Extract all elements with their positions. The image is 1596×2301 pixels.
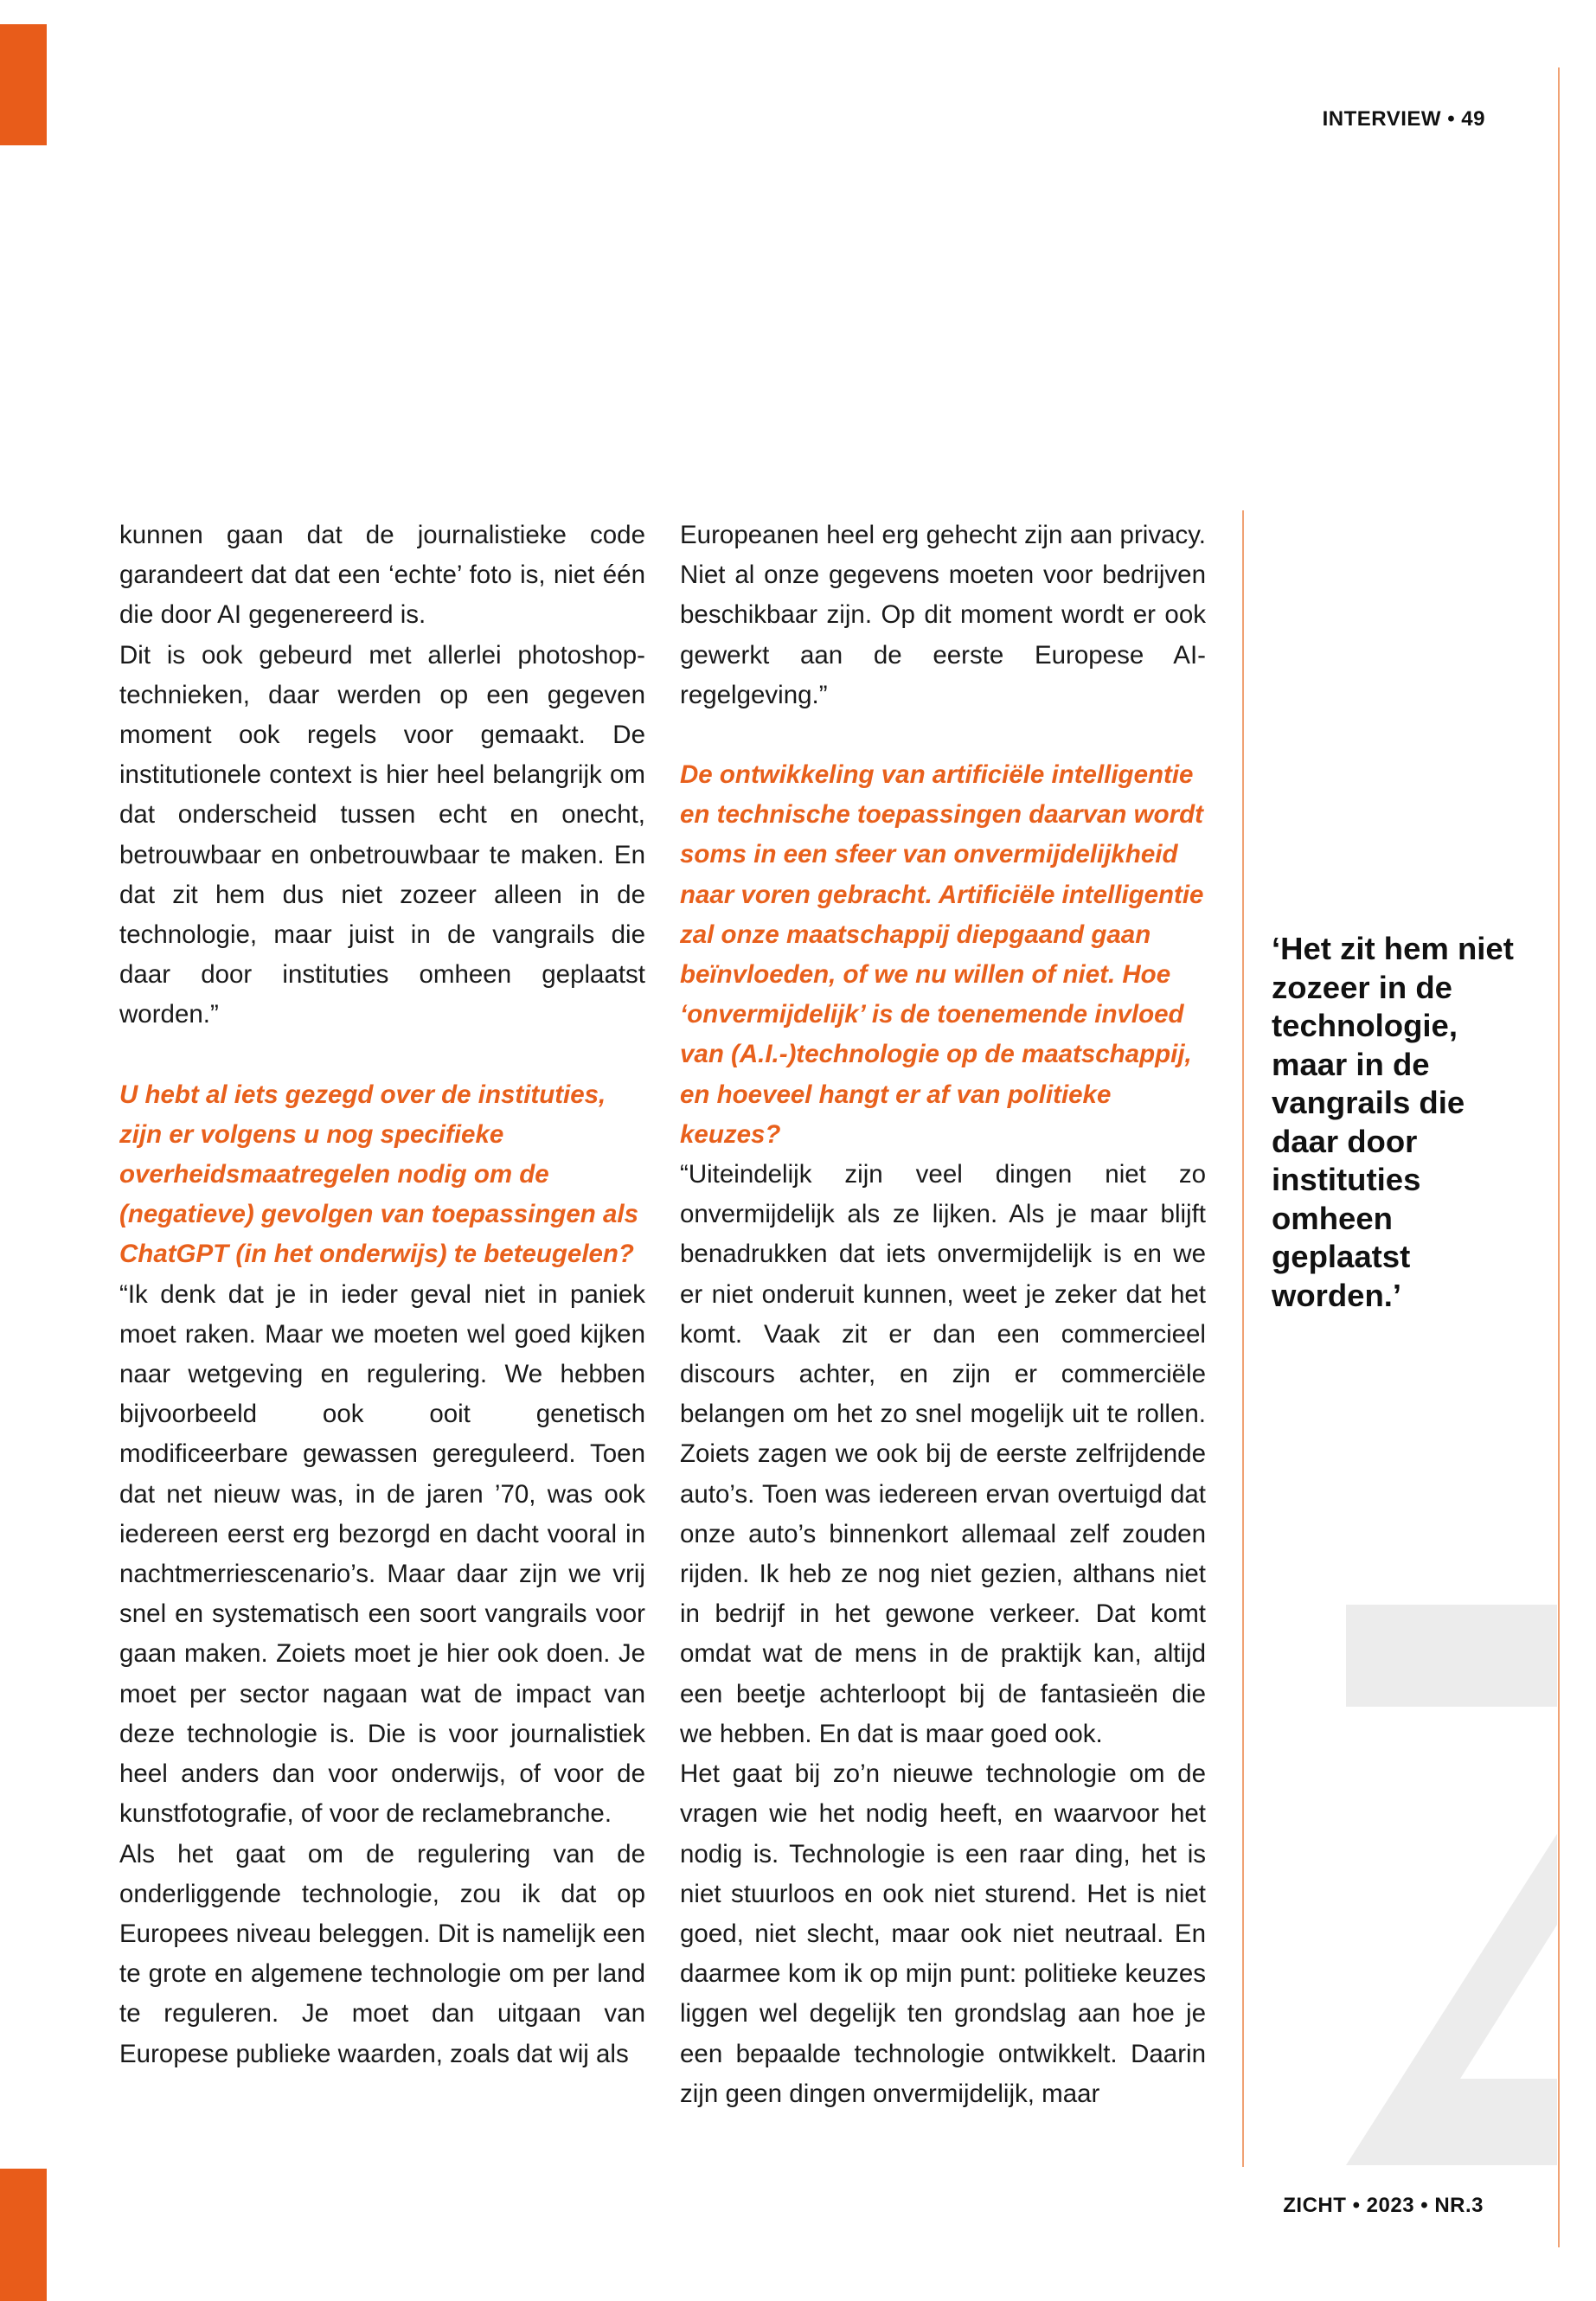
right-column: [680, 516, 1206, 2114]
pull-quote-divider: [1242, 510, 1244, 2167]
issue-number: NR.3: [1434, 2194, 1484, 2217]
running-footer: ZICHT • 2023 • NR.3: [1283, 2194, 1484, 2217]
paragraph-spacer: [119, 1035, 645, 1075]
paragraph: kunnen gaan dat de journalistieke code garandeert dat dat een ‘echte’ foto is, niet één die door AI gegenereerd is.: [119, 521, 645, 630]
paragraph: Als het gaat om de regulering van de onderliggende technologie, zou ik dat op Europees niveau beleggen. Dit is namelijk een te grote en algemene technologie om per land te reguleren. Je moet dan uitgaan van Europese publieke waarden, zoals dat wij als: [119, 1839, 645, 2068]
decorative-z-shape: [1346, 1605, 1557, 2165]
magazine-name: ZICHT: [1283, 2194, 1347, 2217]
issue-year: 2023: [1366, 2194, 1415, 2217]
paragraph: Europeanen heel erg gehecht zijn aan privacy. Niet al onze gegevens moeten voor bedrijven beschikbaar zijn. Op dit moment wordt er ook gewerkt aan de eerste Europese AI-regelgeving.”: [680, 521, 1206, 709]
pull-quote: ‘Het zit hem niet zozeer in de technologie, maar in de vangrails die daar door instituties omheen geplaatst worden.’: [1272, 931, 1514, 1313]
paragraph: “Uiteindelijk zijn veel dingen niet zo onvermijdelijk als ze lijken. Als je maar blijft benadrukken dat iets onvermijdelijk is en we er niet onderuit kunnen, weet je zeker dat het komt. Vaak zit er dan een commercieel discours achter, en zijn er commerciële belangen om het zo snel mogelijk uit te rollen. Zoiets zagen we ook bij de eerste zelfrijdende auto’s. Toen was iedereen ervan overtuigd dat onze auto’s binnenkort allemaal zelf zouden rijden. Ik heb ze nog niet gezien, althans niet in bedrijf in het gewone verkeer. Dat komt omdat wat de mens in de praktijk kan, altijd een beetje achterloopt bij de fantasieën die we hebben. En dat is maar goed ook.: [680, 1160, 1206, 1748]
z-shape-top-bar: [1346, 1605, 1557, 1707]
running-header: INTERVIEW • 49: [1322, 107, 1485, 131]
page-edge-rule: [1558, 67, 1560, 2247]
page-number: 49: [1461, 107, 1485, 131]
z-shape-diagonal: [1346, 1834, 1557, 2165]
interview-question: U hebt al iets gezegd over de instituties, zijn er volgens u nog specifieke overheidsmaatregelen nodig om de (negatieve) gevolgen van toepassingen als ChatGPT (in het onderwijs) te beteugelen?: [119, 1080, 639, 1269]
paragraph-spacer: [680, 715, 1206, 755]
orange-accent-bar-bottom: [0, 2169, 47, 2301]
orange-accent-bar-top: [0, 24, 47, 145]
paragraph: Dit is ook gebeurd met allerlei photoshop-technieken, daar werden op een gegeven moment ook regels voor gemaakt. De institutionele context is hier heel belangrijk om dat onderscheid tussen echt en onecht, betrouwbaar en onbetrouwbaar te maken. En dat zit hem dus niet zozeer alleen in de technologie, maar juist in de vangrails die daar door instituties omheen geplaatst worden.”: [119, 640, 645, 1029]
paragraph: Het gaat bij zo’n nieuwe technologie om de vragen wie het nodig heeft, en waarvoor het nodig is. Technologie is een raar ding, het is niet stuurloos en ook niet sturend. Het is niet goed, niet slecht, maar ook niet neutraal. En daarmee kom ik op mijn punt: politieke keuzes liggen wel degelijk ten grondslag aan hoe je een bepaalde technologie ontwikkelt. Daarin zijn geen dingen onvermijdelijk, maar: [680, 1759, 1206, 2108]
left-column: [119, 516, 645, 2074]
paragraph: “Ik denk dat je in ieder geval niet in paniek moet raken. Maar we moeten wel goed kijken naar wetgeving en regulering. We hebben bijvoorbeeld ook ooit genetisch modificeerbare gewassen gereguleerd. Toen dat net nieuw was, in de jaren ’70, was ook iedereen eerst erg bezorgd en dacht vooral in nachtmerriescenario’s. Maar daar zijn we vrij snel en systematisch een soort vangrails voor gaan maken. Zoiets moet je hier ook doen. Je moet per sector nagaan wat de impact van deze technologie is. Die is voor journalistiek heel anders dan voor onderwijs, of voor de kunstfotografie, of voor de reclamebranche.: [119, 1279, 645, 1829]
interview-question: De ontwikkeling van artificiële intelligentie en technische toepassingen daarvan wordt soms in een sfeer van onvermijdelijkheid naar voren gebracht. Artificiële intelligentie zal onze maatschappij diepgaand gaan beïnvloeden, of we nu willen of niet. Hoe ‘onvermijdelijk’ is de toenemende invloed van (A.I.-)technologie op de maatschappij, en hoeveel hangt er af van politieke keuzes?: [680, 760, 1204, 1149]
section-label: INTERVIEW: [1322, 107, 1442, 131]
